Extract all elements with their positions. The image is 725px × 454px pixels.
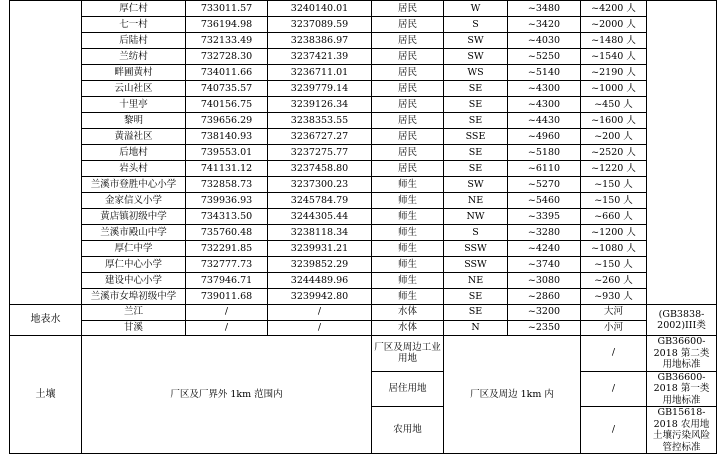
land-use: 厂区及周边工业用地 [372, 336, 444, 372]
direction: SE [444, 305, 508, 321]
coord-x: 733011.57 [186, 1, 268, 17]
table-row [10, 17, 717, 33]
direction: SW [444, 49, 508, 65]
coord-y: 3239779.14 [268, 81, 372, 97]
coord-y: 3237458.80 [268, 161, 372, 177]
table-row [10, 33, 717, 49]
population: ~930 人 [581, 289, 647, 305]
distance: ~4430 [508, 113, 581, 129]
soil-slash: / [581, 336, 647, 372]
coord-y: 3237275.77 [268, 145, 372, 161]
target-name: 金家信义小学 [82, 193, 186, 209]
table-row [10, 113, 717, 129]
coord-x: 734011.66 [186, 65, 268, 81]
coord-x: 732777.73 [186, 257, 268, 273]
distance: ~4300 [508, 81, 581, 97]
target-type: 师生 [372, 177, 444, 193]
coord-y: 3238386.97 [268, 33, 372, 49]
coord-x: 740156.75 [186, 97, 268, 113]
population: ~1480 人 [581, 33, 647, 49]
population: ~200 人 [581, 129, 647, 145]
target-name: 厚仁中心小学 [82, 257, 186, 273]
table-row [10, 320, 717, 336]
coord-x: 740735.57 [186, 81, 268, 97]
coord-y: 3238118.34 [268, 225, 372, 241]
target-type: 居民 [372, 17, 444, 33]
coord-y: 3245784.79 [268, 193, 372, 209]
direction: W [444, 1, 508, 17]
direction: SW [444, 177, 508, 193]
distance: ~3395 [508, 209, 581, 225]
distance: ~5270 [508, 177, 581, 193]
population: ~1600 人 [581, 113, 647, 129]
group-label-cell [10, 1, 82, 305]
coord-y: 3244305.44 [268, 209, 372, 225]
coord-x: 732291.85 [186, 241, 268, 257]
direction: SE [444, 81, 508, 97]
direction: SE [444, 289, 508, 305]
target-type: 水体 [372, 305, 444, 321]
target-name: 十里亭 [82, 97, 186, 113]
table-row [10, 97, 717, 113]
coord-x: 732728.30 [186, 49, 268, 65]
soil-standard: GB36600-2018 第二类用地标准 [647, 336, 717, 372]
direction: NE [444, 193, 508, 209]
direction: S [444, 17, 508, 33]
table-row [10, 193, 717, 209]
coord-x: 739553.01 [186, 145, 268, 161]
table-row [10, 145, 717, 161]
soil-range: 厂区及厂界外 1km 范围内 [82, 336, 372, 454]
coord-y: 3244489.96 [268, 273, 372, 289]
target-type: 水体 [372, 320, 444, 336]
population: ~1000 人 [581, 81, 647, 97]
population: ~450 人 [581, 97, 647, 113]
coord-x: / [186, 305, 268, 321]
soil-label: 土壤 [10, 336, 82, 454]
soil-standard: GB15618-2018 农用地土壤污染风险管控标准 [647, 407, 717, 454]
direction: S [444, 225, 508, 241]
direction: NE [444, 273, 508, 289]
target-type: 居民 [372, 1, 444, 17]
soil-around: 厂区及周边 1km 内 [444, 336, 581, 454]
target-type: 师生 [372, 257, 444, 273]
coord-y: 3239852.29 [268, 257, 372, 273]
standard-cell [647, 1, 717, 305]
river-size: 大河 [581, 305, 647, 321]
target-type: 居民 [372, 113, 444, 129]
soil-slash: / [581, 371, 647, 407]
coord-y: 3236727.27 [268, 129, 372, 145]
table-row [10, 257, 717, 273]
coord-x: / [186, 320, 268, 336]
population: ~660 人 [581, 209, 647, 225]
table-row [10, 1, 717, 17]
population: ~4200 人 [581, 1, 647, 17]
coord-x: 737946.71 [186, 273, 268, 289]
coord-y: 3236711.01 [268, 65, 372, 81]
target-type: 居民 [372, 65, 444, 81]
target-name: 黄店镇初级中学 [82, 209, 186, 225]
target-name: 厚仁中学 [82, 241, 186, 257]
coord-y: / [268, 305, 372, 321]
coord-y: 3239126.34 [268, 97, 372, 113]
distance: ~2350 [508, 320, 581, 336]
water-standard: (GB3838-2002)III类 [647, 305, 717, 336]
direction: NW [444, 209, 508, 225]
target-name: 兰江 [82, 305, 186, 321]
distance: ~5460 [508, 193, 581, 209]
target-type: 师生 [372, 289, 444, 305]
distance: ~5140 [508, 65, 581, 81]
distance: ~3200 [508, 305, 581, 321]
target-name: 建设中心小学 [82, 273, 186, 289]
coord-y: / [268, 320, 372, 336]
target-name: 兰溪市登胜中心小学 [82, 177, 186, 193]
target-type: 居民 [372, 33, 444, 49]
table-row [10, 49, 717, 65]
table-row [10, 241, 717, 257]
table-row [10, 129, 717, 145]
direction: SE [444, 145, 508, 161]
target-name: 黄溢社区 [82, 129, 186, 145]
target-name: 后陆村 [82, 33, 186, 49]
target-name: 畔圃黄村 [82, 65, 186, 81]
land-use: 农用地 [372, 407, 444, 454]
coord-y: 3239931.21 [268, 241, 372, 257]
coord-x: 732133.49 [186, 33, 268, 49]
table-row [10, 336, 717, 372]
coord-x: 738140.93 [186, 129, 268, 145]
target-name: 甘溪 [82, 320, 186, 336]
population: ~1080 人 [581, 241, 647, 257]
coord-x: 739936.93 [186, 193, 268, 209]
coord-y: 3237300.23 [268, 177, 372, 193]
distance: ~5180 [508, 145, 581, 161]
coord-x: 732858.73 [186, 177, 268, 193]
target-type: 居民 [372, 81, 444, 97]
target-name: 云山社区 [82, 81, 186, 97]
target-type: 居民 [372, 129, 444, 145]
target-name: 厚仁村 [82, 1, 186, 17]
table-row [10, 65, 717, 81]
coord-y: 3239942.80 [268, 289, 372, 305]
target-type: 居民 [372, 49, 444, 65]
distance: ~3420 [508, 17, 581, 33]
coord-x: 734313.50 [186, 209, 268, 225]
coord-x: 736194.98 [186, 17, 268, 33]
direction: WS [444, 65, 508, 81]
target-type: 师生 [372, 225, 444, 241]
target-name: 兰溪市殿山中学 [82, 225, 186, 241]
distance: ~4300 [508, 97, 581, 113]
distance: ~3280 [508, 225, 581, 241]
population: ~1200 人 [581, 225, 647, 241]
population: ~1540 人 [581, 49, 647, 65]
target-type: 师生 [372, 241, 444, 257]
coord-x: 735760.48 [186, 225, 268, 241]
table-row [10, 289, 717, 305]
soil-standard: GB36600-2018 第一类用地标准 [647, 371, 717, 407]
coord-x: 739011.68 [186, 289, 268, 305]
coord-y: 3238353.55 [268, 113, 372, 129]
coord-x: 739656.29 [186, 113, 268, 129]
table-row [10, 209, 717, 225]
target-type: 师生 [372, 209, 444, 225]
direction: SE [444, 161, 508, 177]
target-type: 师生 [372, 193, 444, 209]
table-row [10, 225, 717, 241]
distance: ~3480 [508, 1, 581, 17]
target-name: 后地村 [82, 145, 186, 161]
target-name: 七一村 [82, 17, 186, 33]
table-row [10, 81, 717, 97]
population: ~2520 人 [581, 145, 647, 161]
direction: SW [444, 33, 508, 49]
target-name: 兰纺村 [82, 49, 186, 65]
target-type: 居民 [372, 161, 444, 177]
population: ~1220 人 [581, 161, 647, 177]
population: ~2000 人 [581, 17, 647, 33]
population: ~150 人 [581, 257, 647, 273]
land-use: 居住用地 [372, 371, 444, 407]
distance: ~4240 [508, 241, 581, 257]
sensitive-targets-table [9, 0, 717, 454]
target-name: 岩头村 [82, 161, 186, 177]
direction: SE [444, 113, 508, 129]
distance: ~5250 [508, 49, 581, 65]
distance: ~4030 [508, 33, 581, 49]
river-size: 小河 [581, 320, 647, 336]
soil-slash: / [581, 407, 647, 454]
table-row [10, 161, 717, 177]
distance: ~4960 [508, 129, 581, 145]
population: ~150 人 [581, 177, 647, 193]
distance: ~3740 [508, 257, 581, 273]
target-type: 居民 [372, 145, 444, 161]
population: ~150 人 [581, 193, 647, 209]
coord-x: 741131.12 [186, 161, 268, 177]
target-name: 黎明 [82, 113, 186, 129]
distance: ~6110 [508, 161, 581, 177]
direction: SE [444, 97, 508, 113]
distance: ~3080 [508, 273, 581, 289]
population: ~260 人 [581, 273, 647, 289]
coord-y: 3237089.59 [268, 17, 372, 33]
direction: SSW [444, 257, 508, 273]
surface-water-label: 地表水 [10, 305, 82, 336]
coord-y: 3237421.39 [268, 49, 372, 65]
target-type: 师生 [372, 273, 444, 289]
coord-y: 3240140.01 [268, 1, 372, 17]
direction: SSW [444, 241, 508, 257]
direction: SSE [444, 129, 508, 145]
table-row [10, 305, 717, 321]
table-row [10, 177, 717, 193]
target-name: 兰溪市女埠初级中学 [82, 289, 186, 305]
table-row [10, 273, 717, 289]
direction: N [444, 320, 508, 336]
distance: ~2860 [508, 289, 581, 305]
target-type: 居民 [372, 97, 444, 113]
population: ~2190 人 [581, 65, 647, 81]
